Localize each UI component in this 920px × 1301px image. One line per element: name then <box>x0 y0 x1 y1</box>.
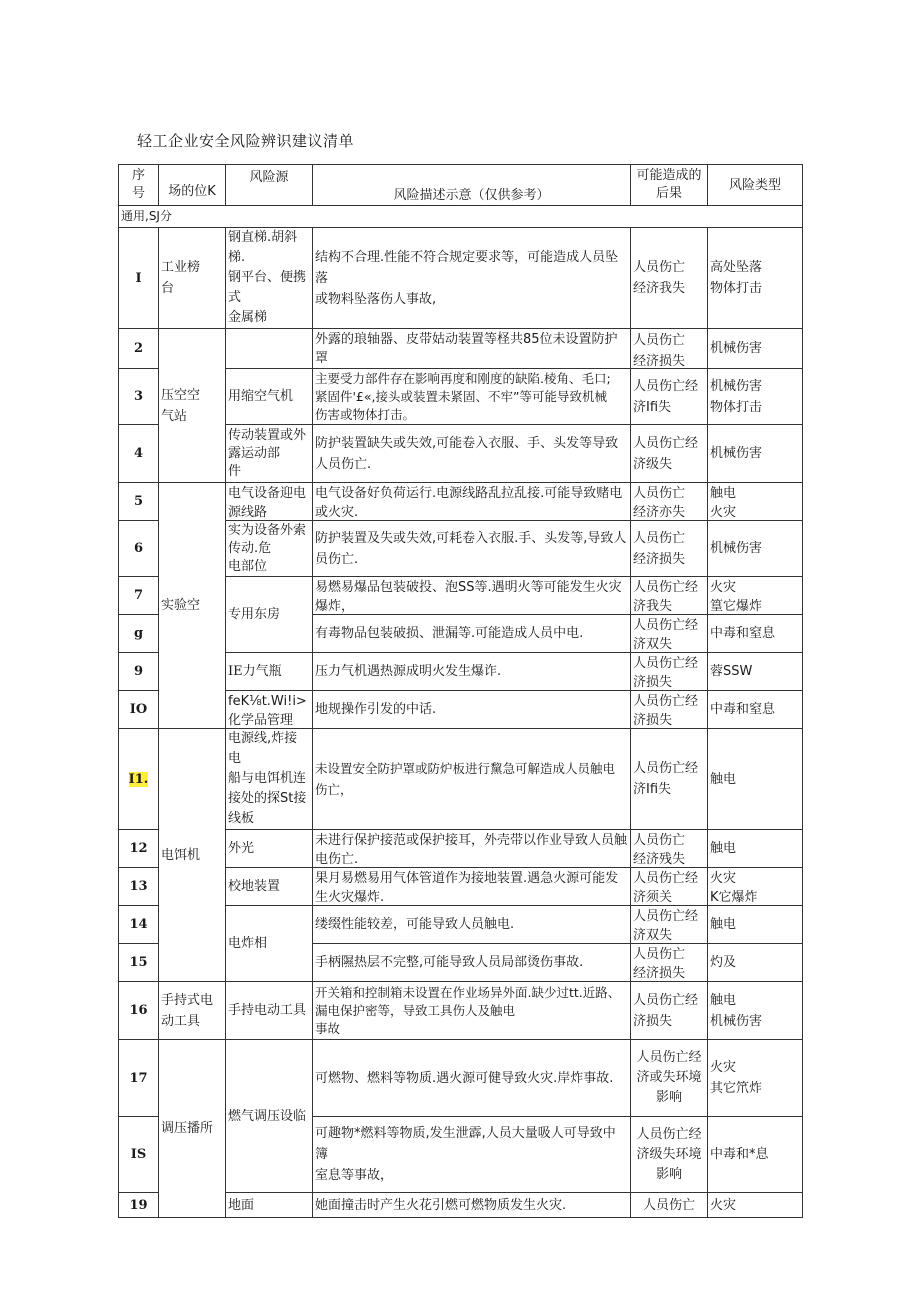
row-source: 实为设备外索 传动.危 电部位 <box>226 521 313 577</box>
row-number: 14 <box>119 906 159 944</box>
row-type: 中毒和窒息 <box>708 691 803 729</box>
row-place: 手持式电 动工具 <box>159 982 226 1040</box>
row-number: 3 <box>119 369 159 425</box>
row-source: 专用东房 <box>226 577 313 653</box>
row-number: 12 <box>119 830 159 868</box>
row-desc: 开关箱和控制箱未设置在作业场异外面.缺少过tt.近路、 漏电保护密等，导致工具伤人及触电 事故 <box>313 982 631 1040</box>
row-desc: 防护装置及失或失效,可耗卷入衣服.手、头发等,导致人 员伤亡. <box>313 521 631 577</box>
row-consequence: 人员伤亡经 济双失 <box>631 906 708 944</box>
row-desc: 防护装置缺失或失效,可能卷入衣服、手、头发等导致 人员伤亡. <box>313 425 631 483</box>
header-place: 场的位K <box>159 165 226 206</box>
section-row <box>119 206 803 228</box>
row-number: 7 <box>119 577 159 615</box>
row-type: 机械伤害 物体打击 <box>708 369 803 425</box>
table-row <box>119 329 803 369</box>
row-desc: 地规操作引发的中话. <box>313 691 631 729</box>
row-consequence: 人员伤亡经 济须关 <box>631 868 708 906</box>
header-desc: 风险描述示意（仅供参考） <box>313 165 631 206</box>
row-type: 蓉SSW <box>708 653 803 691</box>
row-desc: 可燃物、燃料等物质.遇火源可健导致火灾.岸炸事故. <box>313 1040 631 1117</box>
row-place: 工业榜 台 <box>159 228 226 329</box>
row-number: I <box>119 228 159 329</box>
row-consequence: 人员伤亡 经济亦失 <box>631 483 708 521</box>
row-source: 传动装置或外 露运动部 件 <box>226 425 313 483</box>
document-title: 轻工企业安全风险辨识建议清单 <box>137 132 355 150</box>
header-row <box>119 165 803 206</box>
row-type: 灼及 <box>708 944 803 982</box>
row-consequence: 人员伤亡经 济损失 <box>631 691 708 729</box>
row-type: 触电 <box>708 906 803 944</box>
row-consequence: 人员伤亡经 济双失 <box>631 615 708 653</box>
row-consequence: 人员伤亡经 济Ifi失 <box>631 729 708 830</box>
row-source <box>226 329 313 369</box>
row-consequence: 人员伤亡经 济级失 <box>631 425 708 483</box>
row-number: IO <box>119 691 159 729</box>
row-place: 压空空 气站 <box>159 329 226 483</box>
row-desc: 结构不合理.性能不符合规定要求等，可能造成人员坠落 或物料坠落伤人事故, <box>313 228 631 329</box>
row-number: 4 <box>119 425 159 483</box>
row-source: 用缩空气机 <box>226 369 313 425</box>
highlight-mark: I1. <box>128 771 149 787</box>
row-number: 9 <box>119 653 159 691</box>
table-row <box>119 982 803 1040</box>
row-source: 燃气调压设临 <box>226 1040 313 1193</box>
row-consequence: 人员伤亡经 济级失环境 影响 <box>631 1117 708 1193</box>
row-type: 火灾 K它爆炸 <box>708 868 803 906</box>
row-number: 6 <box>119 521 159 577</box>
row-type: 触电 火灾 <box>708 483 803 521</box>
row-desc: 手柄隰热层不完整,可能导致人员局部烫伤事故. <box>313 944 631 982</box>
row-source: 电源线,炸接电 船与电饵机连 接处的探St接 线板 <box>226 729 313 830</box>
row-number: 17 <box>119 1040 159 1117</box>
row-consequence: 人员伤亡经 济我失 <box>631 577 708 615</box>
row-desc: 外露的琅轴器、皮带姑动装置等柽共85位未设置防护罩 <box>313 329 631 369</box>
table-row <box>119 228 803 329</box>
row-source: 外光 <box>226 830 313 868</box>
table-row <box>119 483 803 521</box>
row-type: 机械伤害 <box>708 329 803 369</box>
row-desc: 果月易燃易用气体管道作为接地装置.遇急火源可能发 生火灾爆炸. <box>313 868 631 906</box>
row-type: 触电 机械伤害 <box>708 982 803 1040</box>
row-consequence: 人员伤亡经 济或失环境 影响 <box>631 1040 708 1117</box>
row-source: 钢直梯.胡斜梯. 钢平台、便携式 金属梯 <box>226 228 313 329</box>
row-place: 调压播所 <box>159 1040 226 1218</box>
row-number: 13 <box>119 868 159 906</box>
row-consequence: 人员伤亡经 济损失 <box>631 982 708 1040</box>
row-type: 触电 <box>708 729 803 830</box>
row-number: IS <box>119 1117 159 1193</box>
row-source: 手持电动工具 <box>226 982 313 1040</box>
row-number <box>119 729 159 830</box>
row-number: 15 <box>119 944 159 982</box>
row-type: 火灾 <box>708 1193 803 1218</box>
row-source: 校地装置 <box>226 868 313 906</box>
row-desc: 压力气机遇热源成明火发生爆诈. <box>313 653 631 691</box>
row-type: 中毒和*息 <box>708 1117 803 1193</box>
row-consequence: 人员伤亡 经济我失 <box>631 228 708 329</box>
row-desc: 可趣物*燃料等物质,发生泄霹,人员大量吸人可导致中簿 室息等事故， <box>313 1117 631 1193</box>
row-source: feK⅛t.Wi!i> 化学品管理 <box>226 691 313 729</box>
header-type: 风险类型 <box>708 165 803 206</box>
row-type: 高处坠落 物体打击 <box>708 228 803 329</box>
row-desc: 未设置安全防护罩或防炉板进行黧急可解造成人员触电 伤亡， <box>313 729 631 830</box>
row-desc: 电气设备好负荷运行.电源线路乱拉乱接.可能导致赌电 或火灾. <box>313 483 631 521</box>
row-type: 机械伤害 <box>708 425 803 483</box>
row-consequence: 人员伤亡 经济损失 <box>631 521 708 577</box>
row-type: 火灾 篁它爆炸 <box>708 577 803 615</box>
table-row <box>119 1040 803 1117</box>
risk-table <box>118 164 803 1218</box>
row-desc: 她面撞击时产生火花引燃可燃物质发生火灾. <box>313 1193 631 1218</box>
row-source: 电气设备迎电 源线路 <box>226 483 313 521</box>
row-desc: 有毒物品包装破损、泄漏等.可能造成人员中电. <box>313 615 631 653</box>
row-place: 实验空 <box>159 483 226 729</box>
header-source: 风险源 <box>226 165 313 206</box>
row-consequence: 人员伤亡 经济损失 <box>631 329 708 369</box>
row-source: 电炸相 <box>226 906 313 982</box>
row-desc: 主要受力部件存在影响再度和刚度的缺陷.棱角、毛口; 紧固件'£«,接头或装置未紧固、不牢”等可能导致机械 伤害或物体打击。 <box>313 369 631 425</box>
row-consequence: 人员伤亡 <box>631 1193 708 1218</box>
row-number: 16 <box>119 982 159 1040</box>
row-type: 中毒和窒息 <box>708 615 803 653</box>
row-desc: 未进行保护接范或保护接耳，外壳带以作业导致人员触 电伤亡. <box>313 830 631 868</box>
row-number: 19 <box>119 1193 159 1218</box>
row-consequence: 人员伤亡经 济损失 <box>631 653 708 691</box>
row-desc: 易燃易爆品包装破投、泡SS等.遇明火等可能发生火灾 爆炸， <box>313 577 631 615</box>
header-no: 序 号 <box>119 165 159 206</box>
row-number: g <box>119 615 159 653</box>
row-desc: 缕缀性能较差，可能导致人员触电. <box>313 906 631 944</box>
row-type: 机械伤害 <box>708 521 803 577</box>
header-consequence: 可能造成的 后果 <box>631 165 708 206</box>
row-source: 地面 <box>226 1193 313 1218</box>
table-row <box>119 729 803 830</box>
section-label: 通用,SJ分 <box>119 206 803 228</box>
row-consequence: 人员伤亡 经济残失 <box>631 830 708 868</box>
row-consequence: 人员伤亡经 济Ifi失 <box>631 369 708 425</box>
row-type: 触电 <box>708 830 803 868</box>
row-source: IE力气瓶 <box>226 653 313 691</box>
row-number: 2 <box>119 329 159 369</box>
row-type: 火灾 其它笊炸 <box>708 1040 803 1117</box>
row-number: 5 <box>119 483 159 521</box>
row-place: 电饵机 <box>159 729 226 982</box>
row-consequence: 人员伤亡 经济损失 <box>631 944 708 982</box>
